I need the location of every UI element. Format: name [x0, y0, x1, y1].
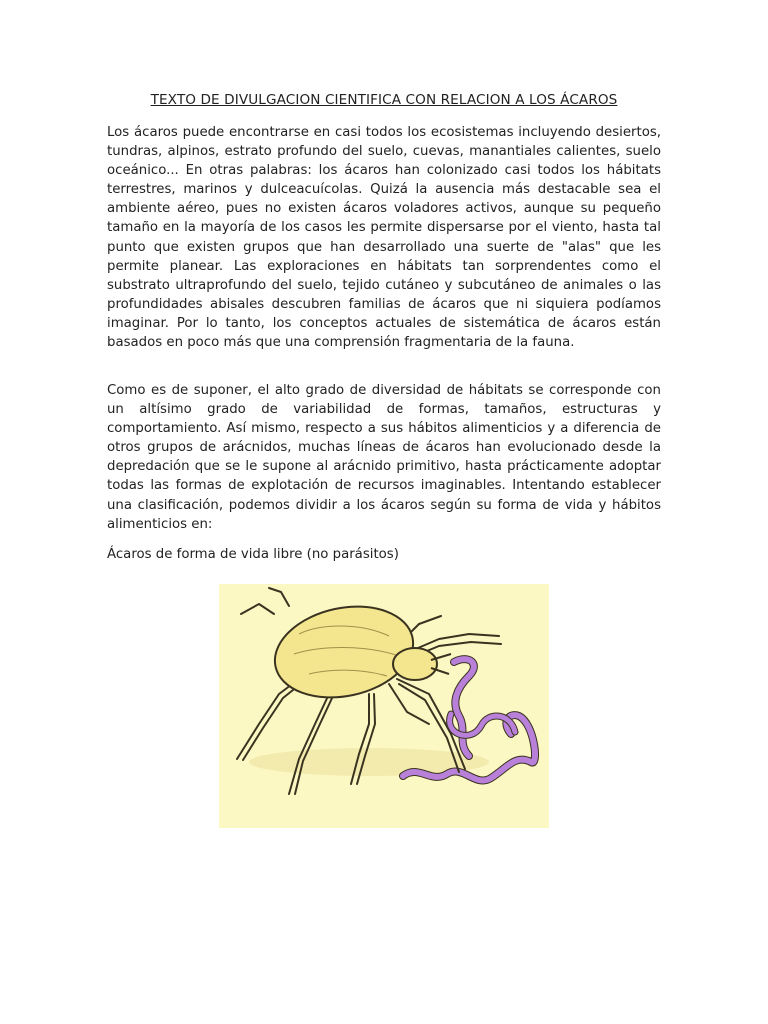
paragraph-habitats: Los ácaros puede encontrarse en casi todos los ecosistemas incluyendo desiertos, tundras, alpinos, estrato profundo del suelo, cuevas, manantiales calientes, suelo oceánico... En otras palabras: los ácaros han colonizado casi todos los hábitats terrestres, marinos y dulceacuícolas. Quizá la ausencia más destacable sea el ambiente aéreo, pues no existen ácaros voladores activos, aunque su pequeño tamaño en la mayoría de los casos les permite dispersarse por el viento, hasta tal punto que existen grupos que han desarrollado una suerte de "alas" que les permite planear. Las exploraciones en hábitats tan sorprendentes como el substrato ultraprofundo del suelo, tejido cutáneo y subcutáneo de animales o las profundidades abisales descubren familias de ácaros que ni siquiera podíamos imaginar. Por lo tanto, los conceptos actuales de sistemática de ácaros están basados en poco más que una comprensión fragmentaria de la fauna.	[107, 125, 661, 351]
paragraph-diversity: Como es de suponer, el alto grado de diversidad de hábitats se corresponde con un altísimo grado de variabilidad de formas, tamaños, estructuras y comportamiento. Así mismo, respecto a sus hábitos alimenticios y a diferencia de otros grupos de arácnidos, muchas líneas de ácaros han evolucionado desde la depredación que se le supone al arácnido primitivo, hasta prácticamente adoptar todas las formas de explotación de recursos imaginables. Intentando establecer una clasificación, podemos dividir a los ácaros según su forma de vida y hábitos alimenticios en:	[107, 383, 661, 532]
mite-drawing	[219, 584, 549, 828]
mite-illustration	[219, 584, 549, 828]
mite-head	[393, 648, 437, 680]
section-subheading: Ácaros de forma de vida libre (no parásitos)	[107, 547, 399, 562]
document-title: TEXTO DE DIVULGACION CIENTIFICA CON RELACION A LOS ÁCAROS	[150, 92, 618, 108]
